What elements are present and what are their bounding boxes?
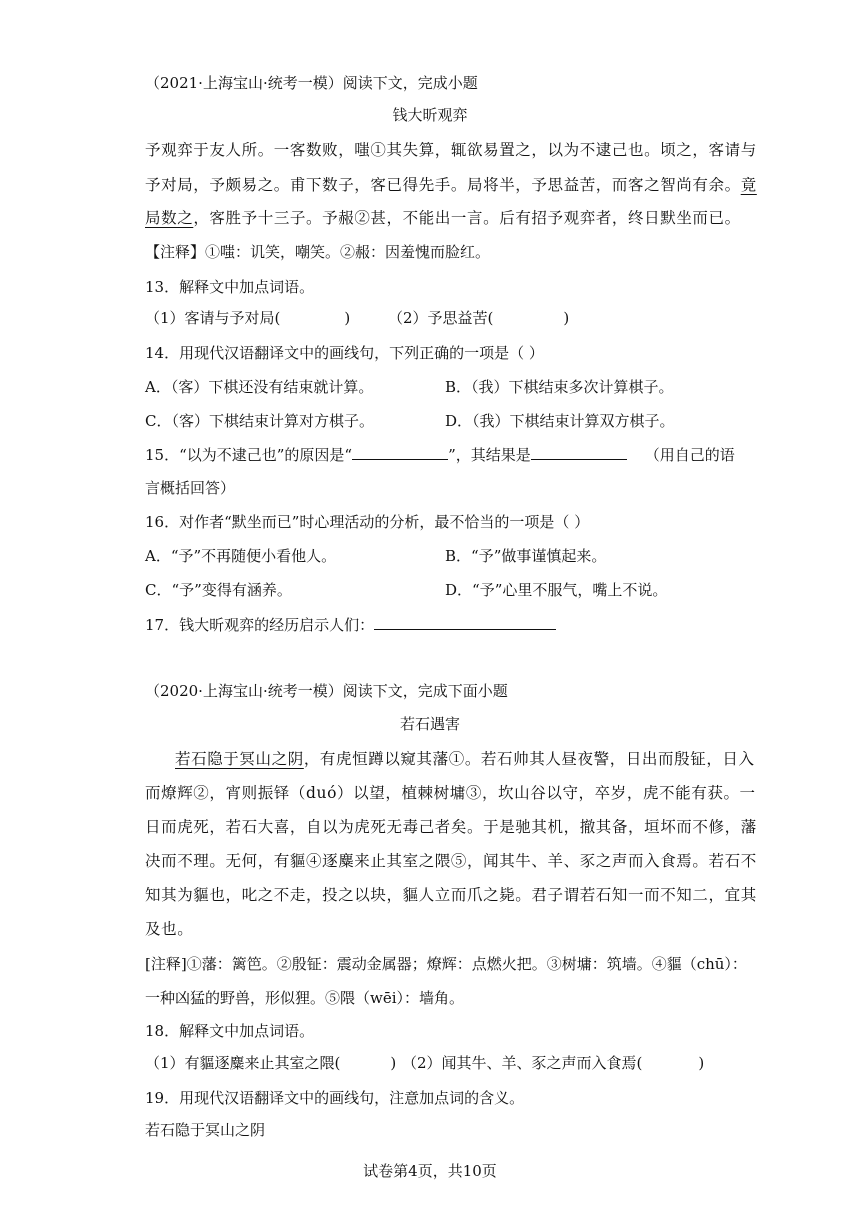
q17: 17．钱大昕观弈的经历启示人们： — [145, 613, 556, 636]
q1-underlined-sentence-part1: 竟 — [740, 176, 757, 194]
page-footer: 试卷第4页，共10页 — [363, 1162, 497, 1180]
q2-passage-line-1: 若石隐于冥山之阴，有虎恒蹲以窥其藩①。若石帅其人昼夜警，日出而殷钲，日入 — [175, 750, 755, 768]
q2-passage-title: 若石遇害 — [399, 715, 460, 733]
q14-option-b: B．（我）下棋结束多次计算棋子。 — [445, 378, 674, 396]
q2-passage-line-6: 及也。 — [145, 920, 194, 938]
q13-item-2: （2）予思益苦( ) — [388, 309, 570, 327]
q2-passage-line-5: 知其为貙也，叱之不走，投之以块，貙人立而爪之毙。君子谓若石知一而不知二，宜其 — [145, 886, 757, 904]
q14-option-a: A．（客）下棋还没有结束就计算。 — [145, 378, 374, 396]
q16-stem: 16．对作者“默坐而已”时心理活动的分析，最不恰当的一项是（ ） — [145, 513, 590, 531]
q14-option-d: D．（我）下棋结束计算双方棋子。 — [445, 412, 675, 430]
q1-note: 【注释】①嗤：讥笑，嘲笑。②赧：因羞愧而脸红。 — [145, 243, 491, 261]
q17-blank — [374, 613, 556, 630]
q19-stem: 19．用现代汉语翻译文中的画线句，注意加点词的含义。 — [145, 1089, 525, 1107]
q16-option-b: B．“予”做事谨慎起来。 — [445, 547, 607, 565]
q14-option-c: C．（客）下棋结束计算对方棋子。 — [145, 412, 374, 430]
q2-note-line-1: [注释]①藩：篱笆。②殷钲：震动金属器；燎辉：点燃火把。③树墉：筑墙。④貙（chū）： — [145, 955, 747, 973]
q19-sentence: 若石隐于冥山之阴 — [145, 1121, 266, 1139]
q2-source: （2020·上海宝山·统考一模）阅读下文，完成下面小题 — [145, 682, 508, 700]
q1-underlined-sentence-part2: 局数之 — [145, 209, 194, 227]
q15-line-1: 15．“以为不逮己也”的原因是“ ”，其结果是 （用自己的语 — [145, 443, 735, 466]
q2-note-line-2: 一种凶猛的野兽，形似狸。⑤隈（wēi）：墙角。 — [145, 989, 465, 1007]
q2-passage-line-2: 而燎辉②，宵则振铎（duó）以望，植棘树墉③，坎山谷以守，卒岁，虎不能有获。一 — [145, 784, 756, 802]
q16-option-c: C．“予”变得有涵养。 — [145, 581, 292, 599]
q1-passage-line-3: 局数之，客胜予十三子。予赧②甚，不能出一言。后有招予观弈者，终日默坐而已。 — [145, 209, 741, 227]
q13-stem: 13．解释文中加点词语。 — [145, 278, 315, 296]
q14-stem: 14．用现代汉语翻译文中的画线句，下列正确的一项是（ ） — [145, 344, 544, 362]
q18-item-1: （1）有貙逐麋来止其室之隈( ) — [145, 1054, 397, 1072]
q1-source: （2021·上海宝山·统考一模）阅读下文，完成小题 — [145, 74, 478, 92]
q13-item-1: （1）客请与予对局( ) — [145, 309, 351, 327]
q18-item-2: （2）闻其牛、羊、豕之声而入食焉( ) — [402, 1054, 705, 1072]
q2-passage-line-3: 日而虎死，若石大喜，自以为虎死无毒己者矣。于是驰其机，撤其备，垣坏而不修，藩 — [145, 818, 757, 836]
q15-line-2: 言概括回答） — [145, 479, 236, 497]
q15-blank-2 — [531, 443, 627, 460]
q1-passage-line-1: 予观弈于友人所。一客数败，嗤①其失算，辄欲易置之，以为不逮己也。顷之，客请与 — [145, 141, 757, 159]
q2-underlined-sentence: 若石隐于冥山之阴 — [175, 750, 304, 768]
q16-option-d: D．“予”心里不服气，嘴上不说。 — [445, 581, 668, 599]
q1-passage-line-2: 予对局，予颇易之。甫下数子，客已得先手。局将半，予思益苦，而客之智尚有余。竟 — [145, 176, 757, 194]
q16-option-a: A．“予”不再随便小看他人。 — [145, 547, 337, 565]
q1-passage-title: 钱大昕观弈 — [392, 106, 468, 124]
q15-blank-1 — [352, 443, 448, 460]
q2-passage-line-4: 决而不理。无何，有貙④逐麋来止其室之隈⑤，闻其牛、羊、豕之声而入食焉。若石不 — [145, 852, 757, 870]
q18-stem: 18．解释文中加点词语。 — [145, 1022, 315, 1040]
